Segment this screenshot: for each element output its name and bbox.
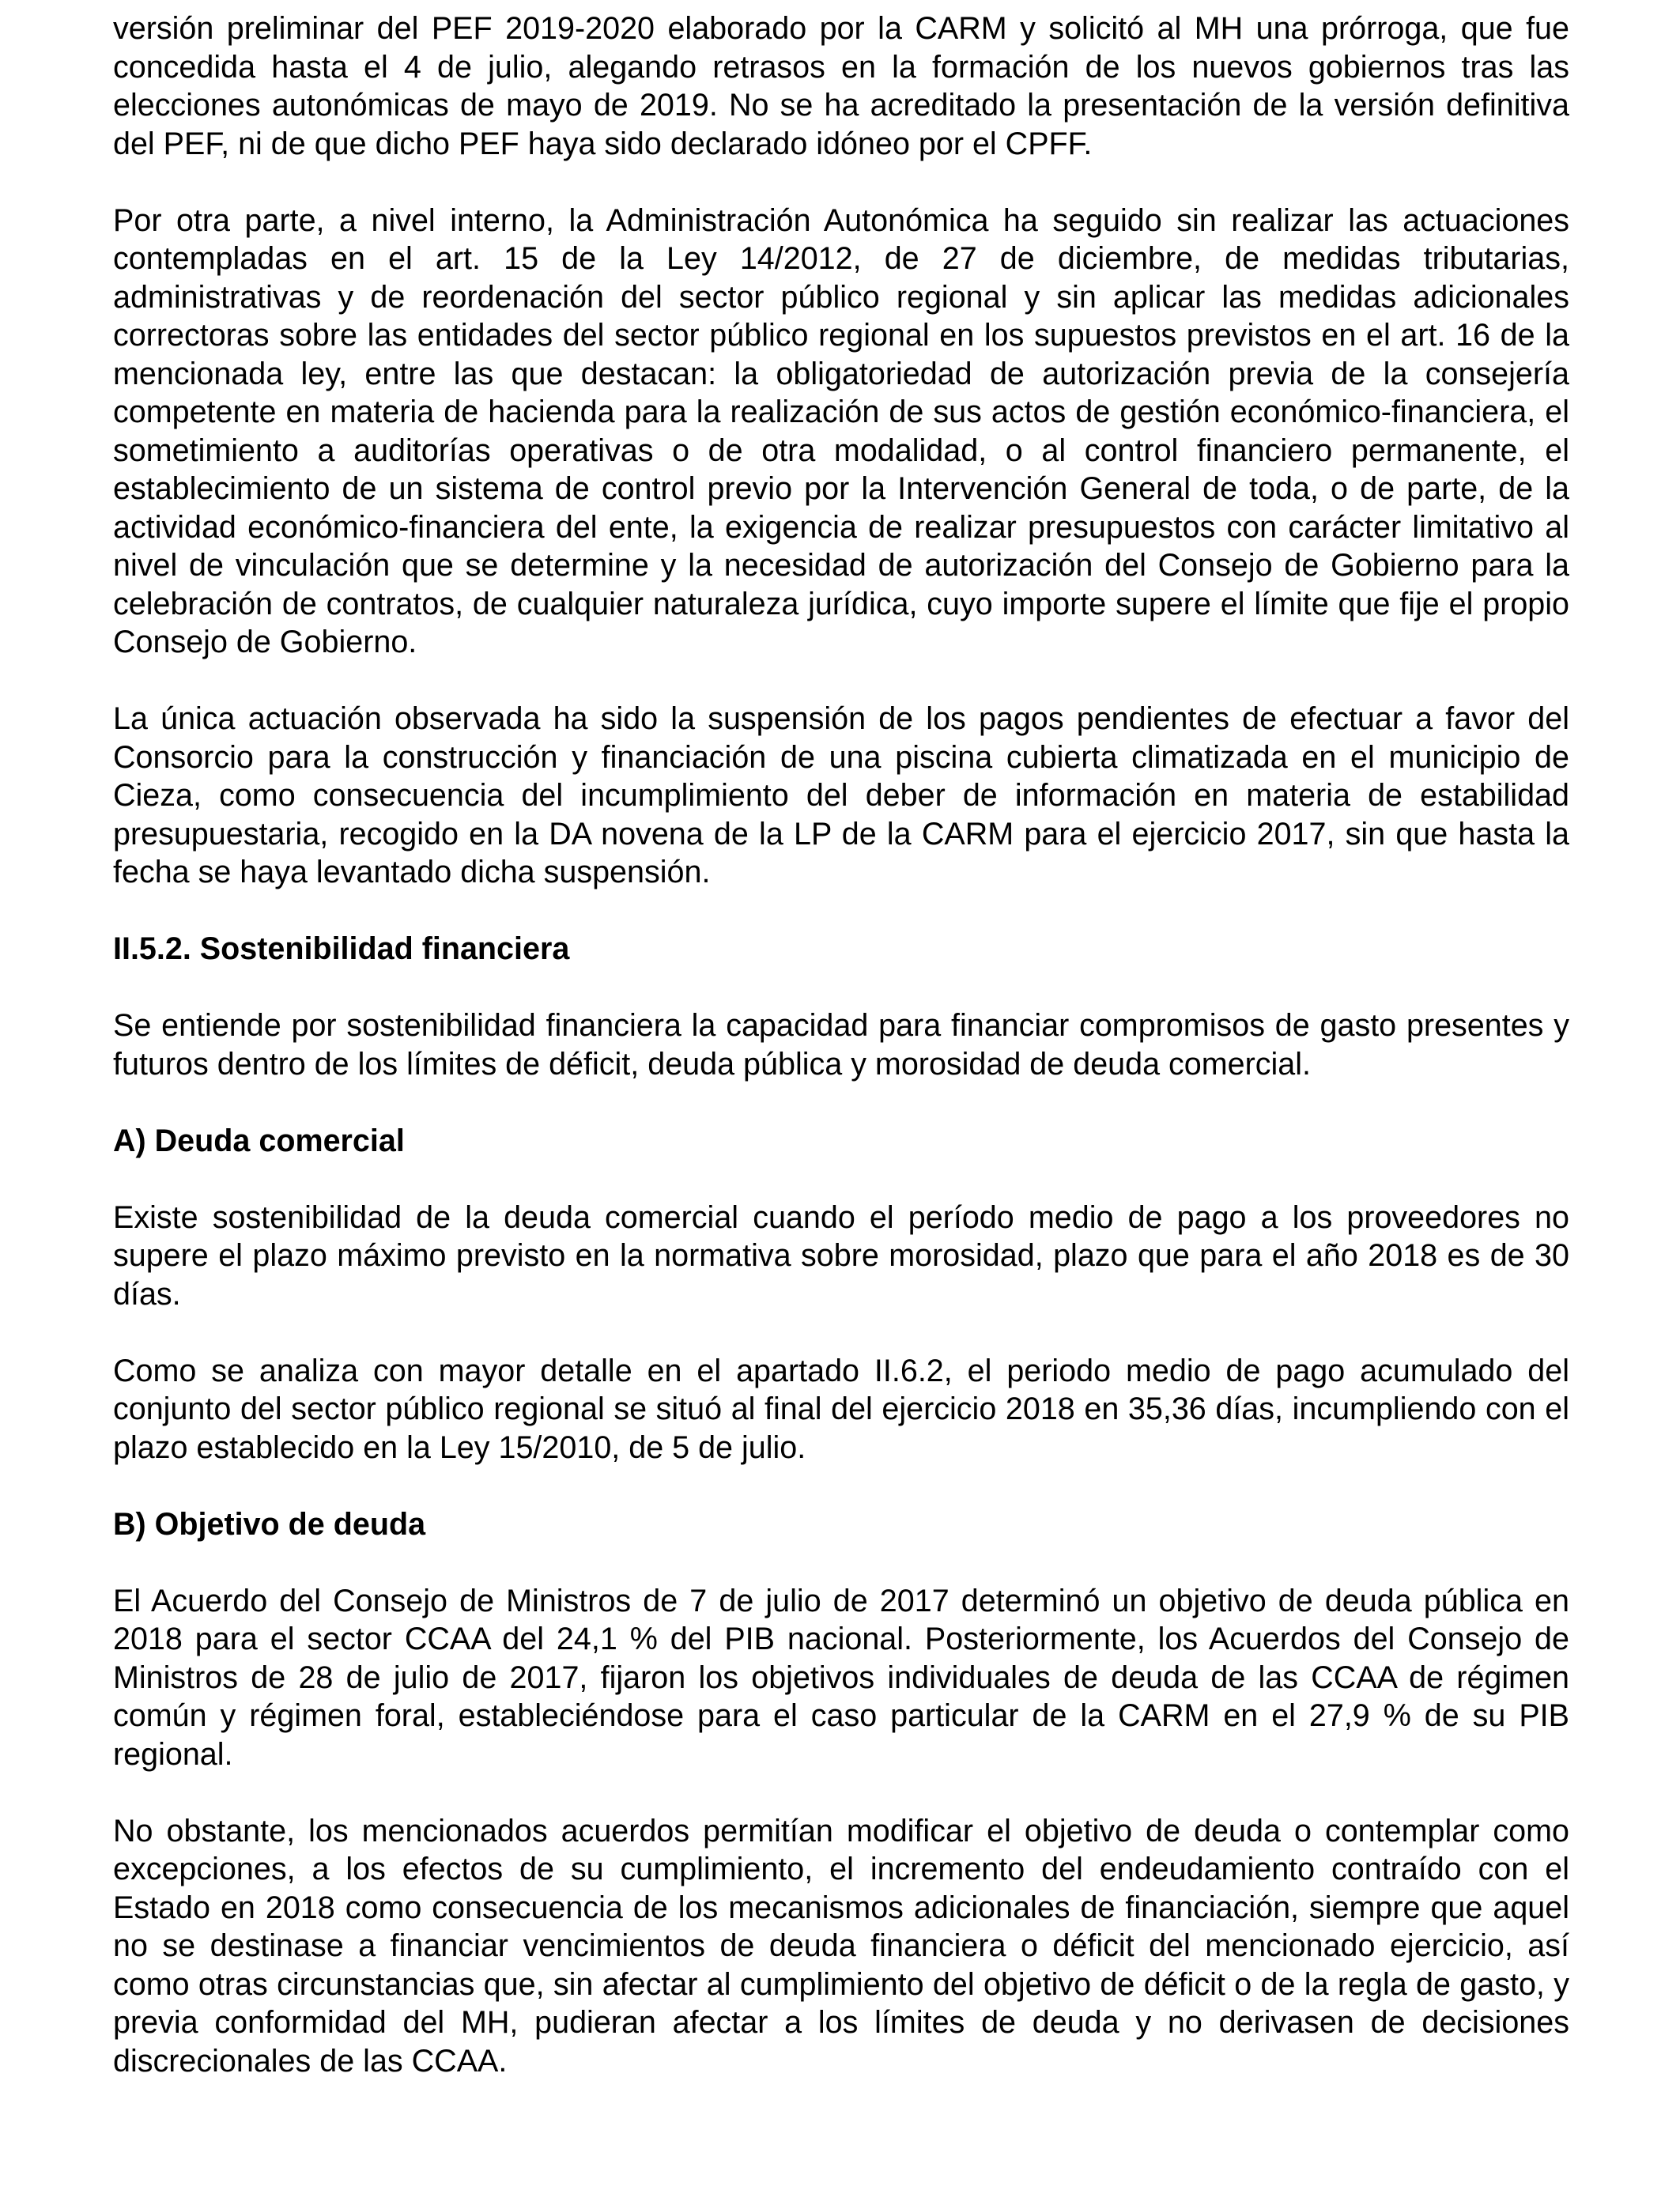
document-body [113,9,1569,2119]
subheading-objetivo-de-deuda: B) Objetivo de deuda [113,1506,426,1542]
paragraph-average-payment-period: Como se analiza con mayor detalle en el apartado II.6.2, el periodo medio de pago acumulado del conjunto del sector público regional se situó al final del ejercicio 2018 en 35,36 días, incumpliendo con el plazo establecido en la Ley 15/2010, de 5 de julio. [113,1353,1569,1465]
paragraph-debt-objective: El Acuerdo del Consejo de Ministros de 7 de julio de 2017 determinó un objetivo de deuda pública en 2018 para el sector CCAA del 24,1 % del PIB nacional. Posteriormente, los Acuerdos del Consejo de Ministros de 28 de julio de 2017, fijaron los objetivos individuales de deuda de las CCAA de régimen común y régimen foral, estableciéndose para el caso particular de la CARM en el 27,9 % de su PIB regional. [113,1583,1569,1772]
paragraph-debt-exceptions: No obstante, los mencionados acuerdos permitían modificar el objetivo de deuda o contemplar como excepciones, a los efectos de su cumplimiento, el incremento del endeudamiento contraído con el Estado en 2018 como consecuencia de los mecanismos adicionales de financiación, siempre que aquel no se destinase a financiar vencimientos de deuda financiera o déficit del mencionado ejercicio, así como otras circunstancias que, sin afectar al cumplimiento del objetivo de déficit o de la regla de gasto, y previa conformidad del MH, pudieran afectar a los límites de deuda y no derivasen de decisiones discrecionales de las CCAA. [113,1813,1569,2079]
paragraph-pef-extension: versión preliminar del PEF 2019-2020 elaborado por la CARM y solicitó al MH una prórroga, que fue concedida hasta el 4 de julio, alegando retrasos en la formación de los nuevos gobiernos tras las elecciones autonómicas de mayo de 2019. No se ha acreditado la presentación de la versión definitiva del PEF, ni de que dicho PEF haya sido declarado idóneo por el CPFF. [113,11,1569,161]
paragraph-internal-measures: Por otra parte, a nivel interno, la Administración Autonómica ha seguido sin realizar las actuaciones contempladas en el art. 15 de la Ley 14/2012, de 27 de diciembre, de medidas tributarias, administrativas y de reordenación del sector público regional y sin aplicar las medidas adicionales correctoras sobre las entidades del sector público regional en los supuestos previstos en el art. 16 de la mencionada ley, entre las que destacan: la obligatoriedad de autorización previa de la consejería competente en materia de hacienda para la realización de sus actos de gestión económico-financiera, el sometimiento a auditorías operativas o de otra modalidad, o al control financiero permanente, el establecimiento de un sistema de control previo por la Intervención General de toda, o de parte, de la actividad económico-financiera del ente, la exigencia de realizar presupuestos con carácter limitativo al nivel de vinculación que se determine y la necesidad de autorización del Consejo de Gobierno para la celebración de contratos, de cualquier naturaleza jurídica, cuyo importe supere el límite que fije el propio Consejo de Gobierno. [113,202,1569,659]
paragraph-sustainability-definition: Se entiende por sostenibilidad financiera la capacidad para financiar compromisos de gasto presentes y futuros dentro de los límites de déficit, deuda pública y morosidad de deuda comercial. [113,1008,1569,1082]
paragraph-payment-suspension: La única actuación observada ha sido la suspensión de los pagos pendientes de efectuar a favor del Consorcio para la construcción y financiación de una piscina cubierta climatizada en el municipio de Cieza, como consecuencia del incumplimiento del deber de información en materia de estabilidad presupuestaria, recogido en la DA novena de la LP de la CARM para el ejercicio 2017, sin que hasta la fecha se haya levantado dicha suspensión. [113,701,1569,889]
paragraph-commercial-debt-rule: Existe sostenibilidad de la deuda comercial cuando el período medio de pago a los proveedores no supere el plazo máximo previsto en la normativa sobre morosidad, plazo que para el año 2018 es de 30 días. [113,1199,1569,1312]
subheading-deuda-comercial: A) Deuda comercial [113,1123,405,1158]
section-heading-sostenibilidad-financiera: II.5.2. Sostenibilidad financiera [113,931,570,966]
